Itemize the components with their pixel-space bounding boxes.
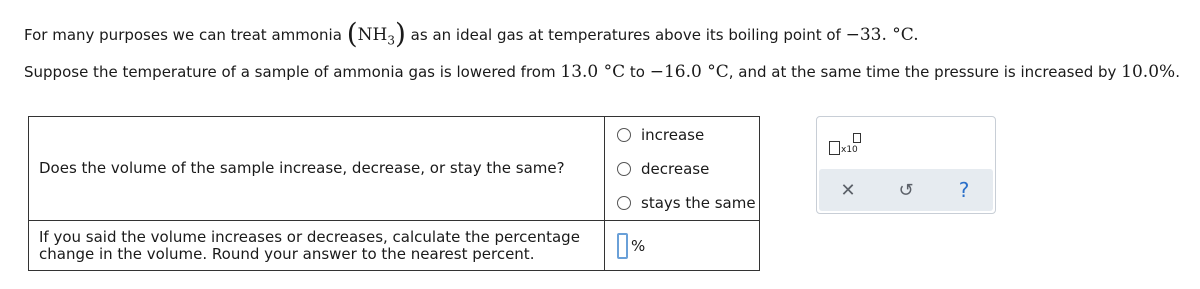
- palette-toolbar: [819, 169, 993, 211]
- percent-input[interactable]: [617, 233, 628, 259]
- option-decrease-label: decrease: [641, 159, 710, 178]
- percent-answer: [617, 233, 759, 259]
- option-stays-same-label: stays the same: [641, 193, 756, 212]
- radio-stays-same[interactable]: [617, 196, 631, 210]
- question-table: [28, 116, 760, 271]
- scenario-text-2: to: [625, 63, 650, 81]
- exponent-box-icon: [853, 133, 861, 143]
- initial-temperature: 13.0 °C: [560, 62, 626, 82]
- option-increase-label: increase: [641, 125, 705, 144]
- question1-row: [29, 117, 760, 221]
- formula: [357, 25, 395, 48]
- option-stays-same[interactable]: [617, 186, 759, 220]
- option-decrease[interactable]: [617, 152, 759, 186]
- base-box-icon: [829, 141, 840, 155]
- question1-prompt: Does the volume of the sample increase, decrease, or stay the same?: [29, 117, 605, 221]
- math-palette: [816, 116, 996, 214]
- question2-prompt: If you said the volume increases or decreases, calculate the percentage change in the volume. Round your answer to the nearest percent.: [29, 221, 605, 271]
- final-temperature: −16.0 °C: [649, 62, 729, 82]
- boiling-point-value: −33. °C.: [845, 25, 919, 45]
- percent-unit: %: [631, 236, 646, 255]
- radio-increase[interactable]: [617, 128, 631, 142]
- question2-row: [29, 221, 760, 271]
- intro-text-after: as an ideal gas at temperatures above its boiling point of: [405, 26, 846, 44]
- pressure-increase: 10.0%: [1121, 62, 1176, 82]
- formula-subscript: 3: [387, 33, 395, 48]
- close-paren: ): [394, 17, 406, 50]
- help-icon[interactable]: ?: [958, 178, 970, 202]
- option-increase[interactable]: [617, 118, 759, 152]
- question1-options: [605, 117, 760, 221]
- scenario-text-4: .: [1175, 63, 1180, 81]
- open-paren: (: [346, 17, 358, 50]
- scientific-notation-button[interactable]: [829, 133, 869, 157]
- intro-text-before: For many purposes we can treat ammonia: [24, 26, 347, 44]
- scenario-text-1: Suppose the temperature of a sample of ammonia gas is lowered from: [24, 63, 561, 81]
- undo-icon[interactable]: ↺: [898, 179, 914, 201]
- radio-decrease[interactable]: [617, 162, 631, 176]
- formula-main: NH: [357, 25, 388, 45]
- question2-answer-cell: [605, 221, 760, 271]
- scenario-text: [24, 62, 1180, 82]
- x10-label: x10: [841, 145, 858, 155]
- intro-text: [24, 14, 919, 50]
- clear-icon[interactable]: ✕: [840, 179, 856, 201]
- scenario-text-3: , and at the same time the pressure is increased by: [728, 63, 1122, 81]
